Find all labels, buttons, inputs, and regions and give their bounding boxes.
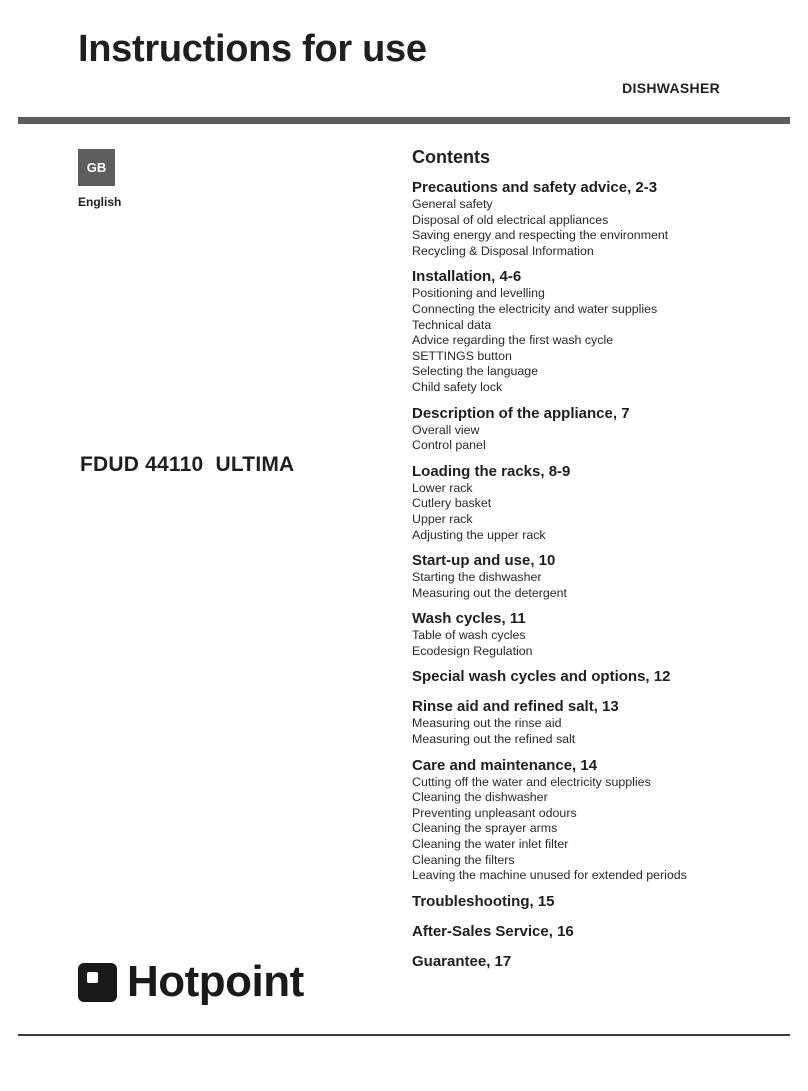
section-heading: Installation, 4-6 (412, 268, 522, 286)
table-of-contents (412, 146, 792, 982)
section-item: Lower rack (412, 480, 473, 495)
section-item: Disposal of old electrical appliances (412, 212, 609, 227)
section-heading: Care and maintenance, 14 (412, 756, 598, 774)
contents-section (412, 697, 792, 747)
section-heading: Loading the racks, 8-9 (412, 462, 571, 480)
section-item: Cleaning the filters (412, 852, 515, 867)
hotpoint-logo-icon (78, 963, 117, 1002)
contents-section (412, 267, 792, 395)
section-heading: After-Sales Service, 16 (412, 922, 574, 940)
footer-divider (18, 1034, 790, 1036)
contents-title: Contents (412, 147, 490, 167)
section-heading: Wash cycles, 11 (412, 610, 526, 628)
section-item: Preventing unpleasant odours (412, 805, 577, 820)
section-heading: Troubleshooting, 15 (412, 892, 555, 910)
section-item: Child safety lock (412, 379, 503, 394)
section-items-list (412, 481, 792, 543)
contents-sections (412, 178, 792, 971)
section-item: Measuring out the rinse aid (412, 716, 562, 731)
contents-section (412, 609, 792, 659)
document-title: Instructions for use (78, 28, 427, 70)
section-item: Positioning and levelling (412, 286, 545, 301)
section-item: Adjusting the upper rack (412, 527, 546, 542)
section-item: General safety (412, 197, 493, 211)
section-item: Measuring out the refined salt (412, 732, 576, 747)
section-item: Cutlery basket (412, 496, 492, 511)
section-heading: Guarantee, 17 (412, 952, 512, 970)
section-item: Cleaning the water inlet filter (412, 837, 569, 852)
section-heading: Special wash cycles and options, 12 (412, 668, 671, 686)
contents-section (412, 952, 792, 971)
section-items-list (412, 197, 792, 259)
section-items-list (412, 775, 792, 884)
contents-section (412, 667, 792, 686)
product-type-label: DISHWASHER (622, 80, 720, 96)
brand-logo (78, 958, 304, 1006)
section-item: Technical data (412, 317, 492, 332)
section-items-list (412, 423, 792, 454)
contents-section (412, 551, 792, 601)
language-code-badge: GB (78, 149, 115, 186)
contents-section (412, 404, 792, 454)
brand-name: Hotpoint (127, 957, 304, 1006)
section-heading: Rinse aid and refined salt, 13 (412, 698, 619, 716)
section-item: Ecodesign Regulation (412, 643, 533, 658)
section-item: Cleaning the sprayer arms (412, 821, 558, 836)
section-heading: Start-up and use, 10 (412, 552, 556, 570)
section-item: Control panel (412, 438, 486, 453)
section-items-list (412, 716, 792, 747)
section-item: Leaving the machine unused for extended periods (412, 868, 687, 883)
contents-section (412, 756, 792, 884)
section-item: Cleaning the dishwasher (412, 790, 548, 805)
section-item: Table of wash cycles (412, 628, 526, 643)
section-heading: Description of the appliance, 7 (412, 404, 630, 422)
section-heading: Precautions and safety advice, 2-3 (412, 179, 658, 196)
section-items-list (412, 286, 792, 395)
section-items-list (412, 628, 792, 659)
model-name: FDUD 44110 ULTIMA (80, 453, 295, 476)
contents-section (412, 178, 792, 259)
section-item: Overall view (412, 422, 480, 437)
section-items-list (412, 570, 792, 601)
section-item: Selecting the language (412, 364, 539, 379)
section-item: Saving energy and respecting the environment (412, 228, 669, 243)
section-item: Upper rack (412, 511, 473, 526)
section-item: Connecting the electricity and water supplies (412, 301, 658, 316)
section-item: Cutting off the water and electricity supplies (412, 774, 651, 789)
language-label: English (78, 195, 122, 209)
section-item: SETTINGS button (412, 348, 512, 363)
contents-section (412, 892, 792, 911)
contents-section (412, 922, 792, 941)
section-item: Advice regarding the first wash cycle (412, 333, 614, 348)
contents-section (412, 462, 792, 543)
section-item: Starting the dishwasher (412, 570, 542, 585)
section-item: Measuring out the detergent (412, 585, 567, 600)
section-item: Recycling & Disposal Information (412, 243, 594, 258)
header-divider (18, 117, 790, 124)
